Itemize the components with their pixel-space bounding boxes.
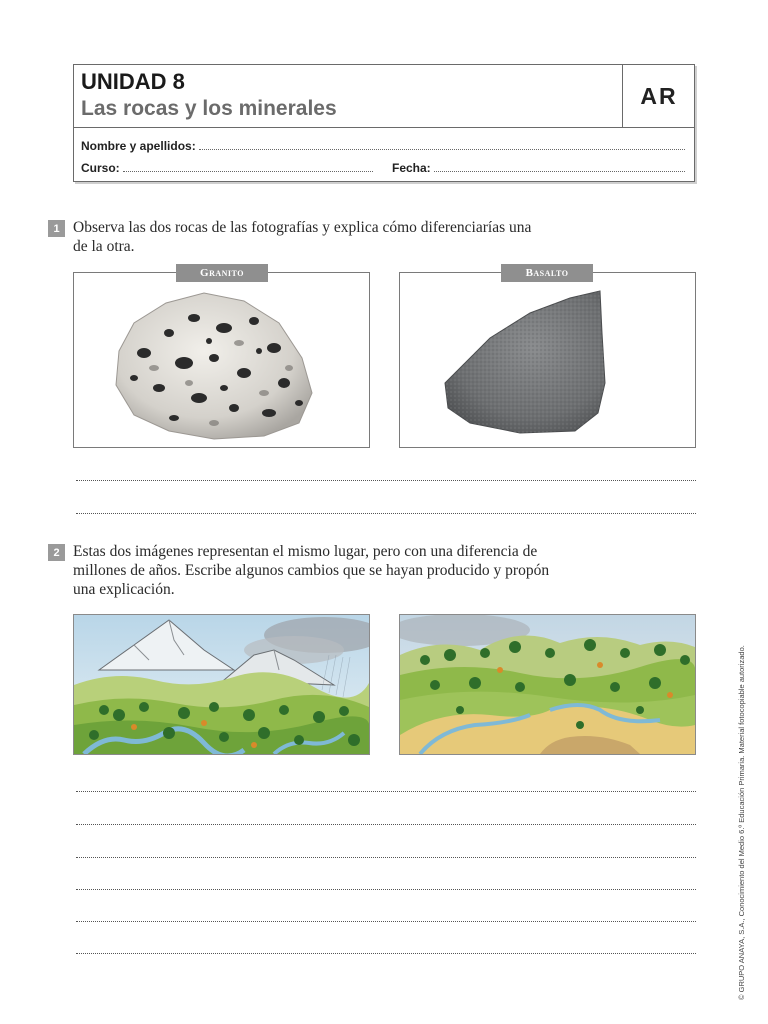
level-code: AR xyxy=(622,65,695,128)
name-label: Nombre y apellidos: xyxy=(81,139,196,153)
granite-rock-image xyxy=(74,273,369,447)
answer-line[interactable] xyxy=(76,824,696,825)
course-fill-line[interactable] xyxy=(123,161,373,172)
date-field[interactable] xyxy=(392,161,685,175)
question-2-line-3: una explicación. xyxy=(73,581,175,598)
answer-line[interactable] xyxy=(76,889,696,890)
worksheet-header xyxy=(73,64,695,182)
basalt-photo-frame xyxy=(399,272,696,448)
course-field[interactable] xyxy=(81,161,373,175)
title-cell xyxy=(74,65,622,128)
granite-photo-frame xyxy=(73,272,370,448)
answer-line[interactable] xyxy=(76,857,696,858)
question-1-text xyxy=(73,218,531,256)
copyright-note: © GRUPO ANAYA, S.A., Conocimiento del Medio 6.º Educación Primaria. Material fotocopiable autorizado. xyxy=(737,645,746,1000)
unit-title: UNIDAD 8 xyxy=(81,69,185,94)
landscape-present-image xyxy=(399,614,696,755)
date-fill-line[interactable] xyxy=(434,161,685,172)
date-label: Fecha: xyxy=(392,161,431,175)
answer-line[interactable] xyxy=(76,791,696,792)
basalt-rock-image xyxy=(400,273,695,447)
basalt-label: Basalto xyxy=(501,264,593,282)
question-2-text xyxy=(73,542,549,599)
question-1-line-2: de la otra. xyxy=(73,238,135,255)
name-field[interactable] xyxy=(81,139,685,153)
answer-line[interactable] xyxy=(76,513,696,514)
answer-line[interactable] xyxy=(76,953,696,954)
question-1-number: 1 xyxy=(48,220,65,237)
answer-line[interactable] xyxy=(76,921,696,922)
question-2-line-1: Estas dos imágenes representan el mismo lugar, pero con una diferencia de xyxy=(73,543,538,560)
question-2-line-2: millones de años. Escribe algunos cambios que se hayan producido y propón xyxy=(73,562,550,579)
answer-line[interactable] xyxy=(76,480,696,481)
landscape-past-image xyxy=(73,614,370,755)
question-2-number: 2 xyxy=(48,544,65,561)
name-fill-line[interactable] xyxy=(199,139,685,150)
course-label: Curso: xyxy=(81,161,120,175)
question-1-line-1: Observa las dos rocas de las fotografías y explica cómo diferenciarías una xyxy=(73,219,532,236)
granite-label: Granito xyxy=(176,264,268,282)
topic-title: Las rocas y los minerales xyxy=(81,97,337,120)
